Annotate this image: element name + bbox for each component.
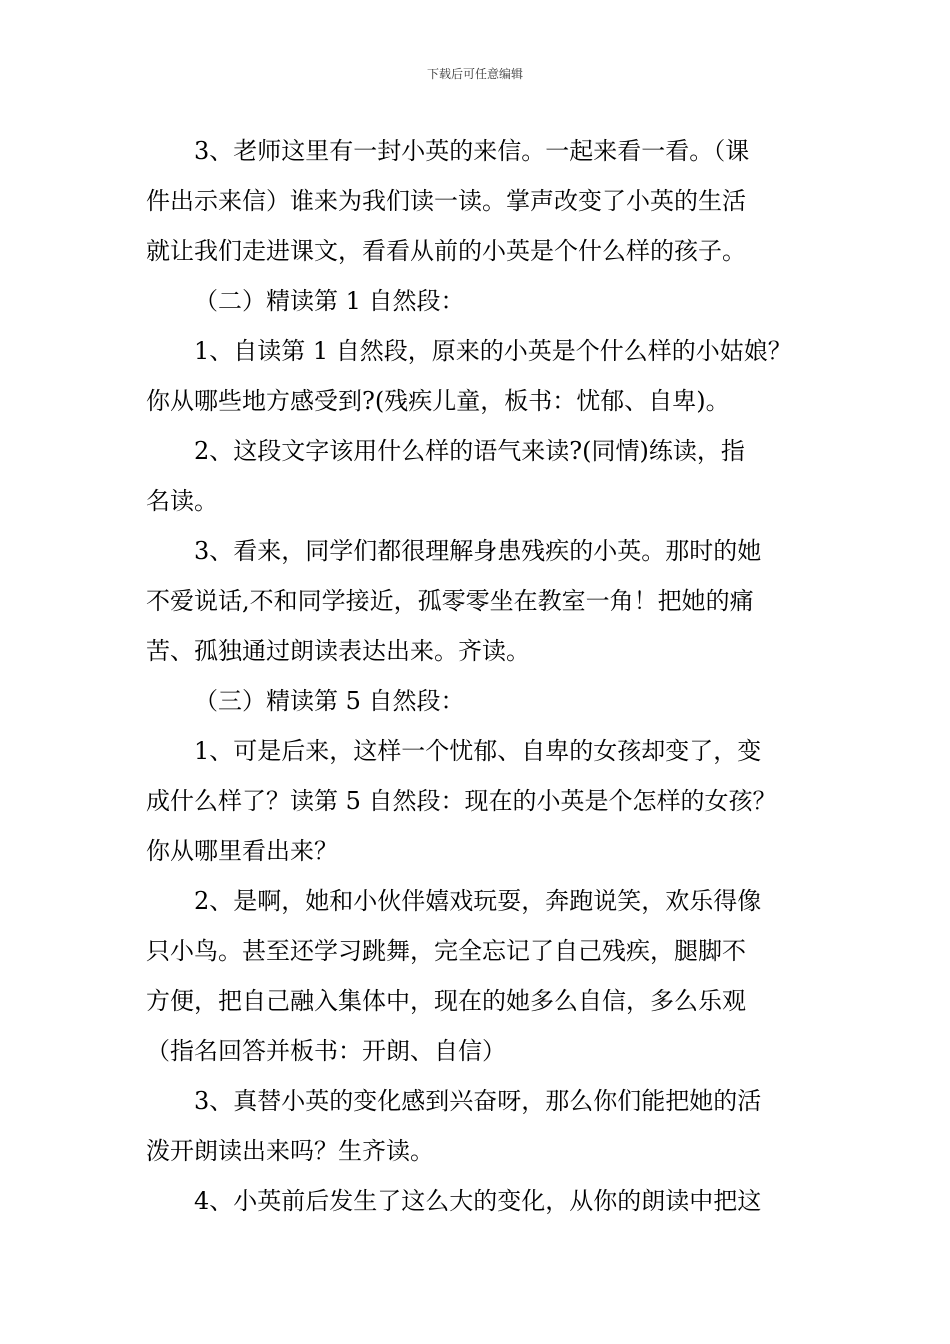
text-line: 方便，把自己融入集体中，现在的她多么自信，多么乐观 [146,987,746,1015]
text-line: 成什么样了？读第 5 自然段：现在的小英是个怎样的女孩？ [146,787,777,815]
page-header-note: 下载后可任意编辑 [426,67,523,81]
text-line: 你从哪里看出来？ [146,837,338,865]
text-line: 不爱说话,不和同学接近，孤零零坐在教室一角！把她的痛 [146,587,754,615]
text-line: 4、小英前后发生了这么大的变化，从你的朗读中把这 [194,1187,762,1215]
text-line: 件出示来信）谁来为我们读一读。掌声改变了小英的生活 [146,187,746,215]
text-line: 1、可是后来，这样一个忧郁、自卑的女孩却变了，变 [194,737,762,765]
document-body [146,126,810,1226]
text-line: 你从哪些地方感受到?(残疾儿童，板书：忧郁、自卑)。 [146,387,730,415]
text-line: 名读。 [146,487,218,515]
text-line: （二）精读第 1 自然段： [194,287,465,315]
text-line: 2、这段文字该用什么样的语气来读?(同情)练读，指 [194,437,745,465]
text-line: 就让我们走进课文，看看从前的小英是个什么样的孩子。 [146,237,746,265]
text-line: 3、看来，同学们都很理解身患残疾的小英。那时的她 [194,537,762,565]
text-line: 3、老师这里有一封小英的来信。一起来看一看。（课 [194,137,750,165]
text-line: 只小鸟。甚至还学习跳舞，完全忘记了自己残疾，腿脚不 [146,937,746,965]
text-line: （指名回答并板书：开朗、自信） [146,1037,506,1065]
text-line: 2、是啊，她和小伙伴嬉戏玩耍，奔跑说笑，欢乐得像 [194,887,762,915]
text-line: （三）精读第 5 自然段： [194,687,465,715]
text-line: 泼开朗读出来吗？生齐读。 [146,1137,434,1165]
text-line: 1、自读第 1 自然段，原来的小英是个什么样的小姑娘？ [194,337,792,365]
text-line: 3、真替小英的变化感到兴奋呀，那么你们能把她的活 [194,1087,762,1115]
text-line: 苦、孤独通过朗读表达出来。齐读。 [146,637,530,665]
